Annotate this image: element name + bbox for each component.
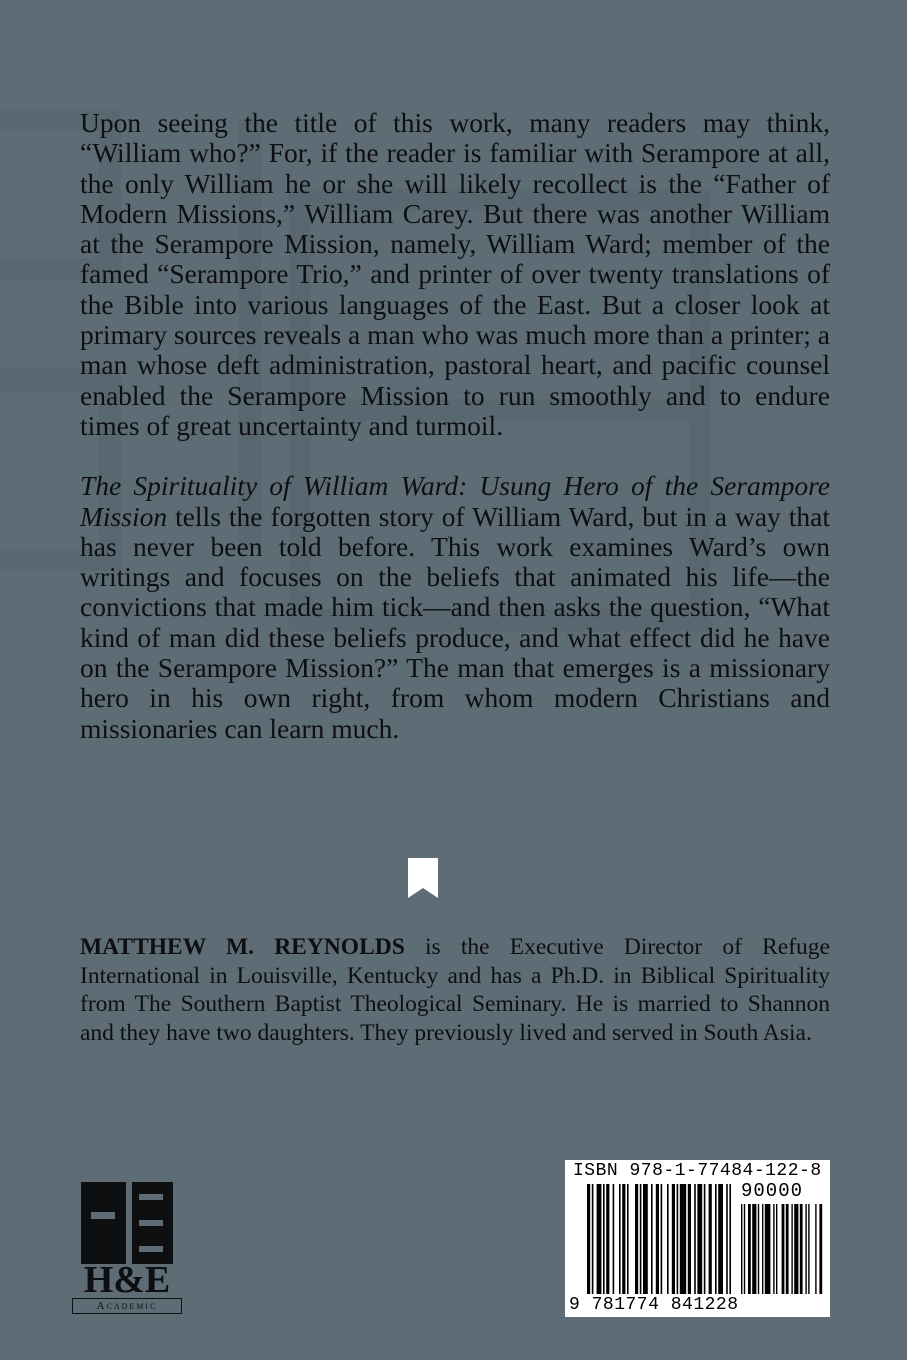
addon-bar xyxy=(748,1204,751,1294)
back-cover-blurb xyxy=(80,108,830,744)
blurb-paragraph-2 xyxy=(80,471,830,744)
author-bio xyxy=(80,933,830,1047)
publisher-mark-icon xyxy=(81,1182,173,1264)
isbn-barcode xyxy=(565,1160,830,1317)
book-title-italic: The Spirituality of William Ward: Usung Hero of the Serampore Mission xyxy=(80,470,830,532)
addon-bar xyxy=(819,1204,822,1294)
addon-bar xyxy=(786,1204,789,1294)
blurb-paragraph-1: Upon seeing the title of this work, many readers may think, “William who?” For, if the reader is familiar with Serampore at all, the only William he or she will likely recollect is the “Father of Modern Missions,” William Carey. But there was another William at the Serampore Mission, namely, William Ward; member of the famed “Serampore Trio,” and printer of over twenty translations of the Bible into various languages of the East. But a closer look at primary sources reveals a man who was much more than a printer; a man whose deft administration, pastoral heart, and pacific counsel enabled the Serampore Mission to run smoothly and to endure times of great uncertainty and turmoil. xyxy=(80,107,830,441)
barcode-bar xyxy=(680,1184,686,1294)
barcode-bar xyxy=(635,1184,638,1294)
barcode-bar xyxy=(677,1184,679,1294)
addon-bar xyxy=(741,1204,742,1294)
addon-bar xyxy=(752,1204,756,1294)
barcode-bar xyxy=(718,1184,723,1294)
blurb-paragraph-2-text: tells the forgotten story of William Ward, but in a way that has never been told before. This work examines Ward’s own writings and focuses on the beliefs that animated his life—the convictions that made him tick—and then asks the question, “What kind of man did these beliefs produce, and what effect did he have on the Serampore Mission?” The man that emerges is a missionary hero in his own right, from whom modern Christians and missionaries can learn much. xyxy=(80,500,830,744)
addon-bar xyxy=(815,1204,816,1294)
isbn-label: ISBN 978-1-77484-122-8 xyxy=(573,1161,822,1181)
barcode-bar xyxy=(619,1184,621,1294)
barcode-bar xyxy=(672,1184,675,1294)
barcode-bar xyxy=(587,1184,590,1294)
addon-bar xyxy=(791,1204,792,1294)
addon-bar xyxy=(808,1204,809,1294)
addon-bar xyxy=(758,1204,759,1294)
barcode-bar xyxy=(661,1184,663,1294)
ean-digits: 9 781774 841228 xyxy=(569,1295,739,1315)
barcode-bar xyxy=(613,1184,615,1294)
addon-bar xyxy=(800,1204,803,1294)
barcode-bar xyxy=(715,1184,717,1294)
barcode-bar xyxy=(726,1184,728,1294)
author-bio-text: is the Executive Director of Refuge International in Louisville, Kentucky and has a Ph.D. in Biblical Spirituality from The Southern Baptist Theological Seminary. He is married to Shannon and they have two daughters. They previously lived and served in South Asia. xyxy=(80,934,830,1046)
addon-bar xyxy=(762,1204,763,1294)
author-name: MATTHEW M. REYNOLDS xyxy=(80,934,405,960)
addon-bar xyxy=(794,1204,798,1294)
barcode-bar xyxy=(603,1184,605,1294)
addon-bar xyxy=(765,1204,771,1294)
barcode-bar xyxy=(697,1184,702,1294)
barcode-bar xyxy=(640,1184,642,1294)
barcode-bar xyxy=(688,1184,691,1294)
barcode-bar xyxy=(704,1184,706,1294)
price-code: 90000 xyxy=(741,1180,804,1202)
barcode-bar xyxy=(651,1184,653,1294)
addon-bar xyxy=(805,1204,806,1294)
barcode-bar xyxy=(622,1184,625,1294)
addon-bar xyxy=(773,1204,774,1294)
barcode-bar xyxy=(592,1184,594,1294)
barcode-bar xyxy=(606,1184,609,1294)
publisher-logo xyxy=(68,1182,186,1318)
bookmark-divider-icon xyxy=(408,858,438,898)
barcode-bar xyxy=(729,1184,731,1294)
barcode-bar xyxy=(694,1184,696,1294)
addon-bar xyxy=(776,1204,777,1294)
publisher-imprint: Academic xyxy=(72,1298,182,1314)
addon-bar xyxy=(782,1204,785,1294)
barcode-bar xyxy=(667,1184,669,1294)
barcode-bar xyxy=(656,1184,659,1294)
barcode-bar xyxy=(709,1184,712,1294)
barcode-bar xyxy=(643,1184,648,1294)
addon-bar xyxy=(744,1204,745,1294)
publisher-name: H&E xyxy=(83,1259,171,1301)
barcode-bar xyxy=(627,1184,629,1294)
barcode-bar xyxy=(597,1184,602,1294)
